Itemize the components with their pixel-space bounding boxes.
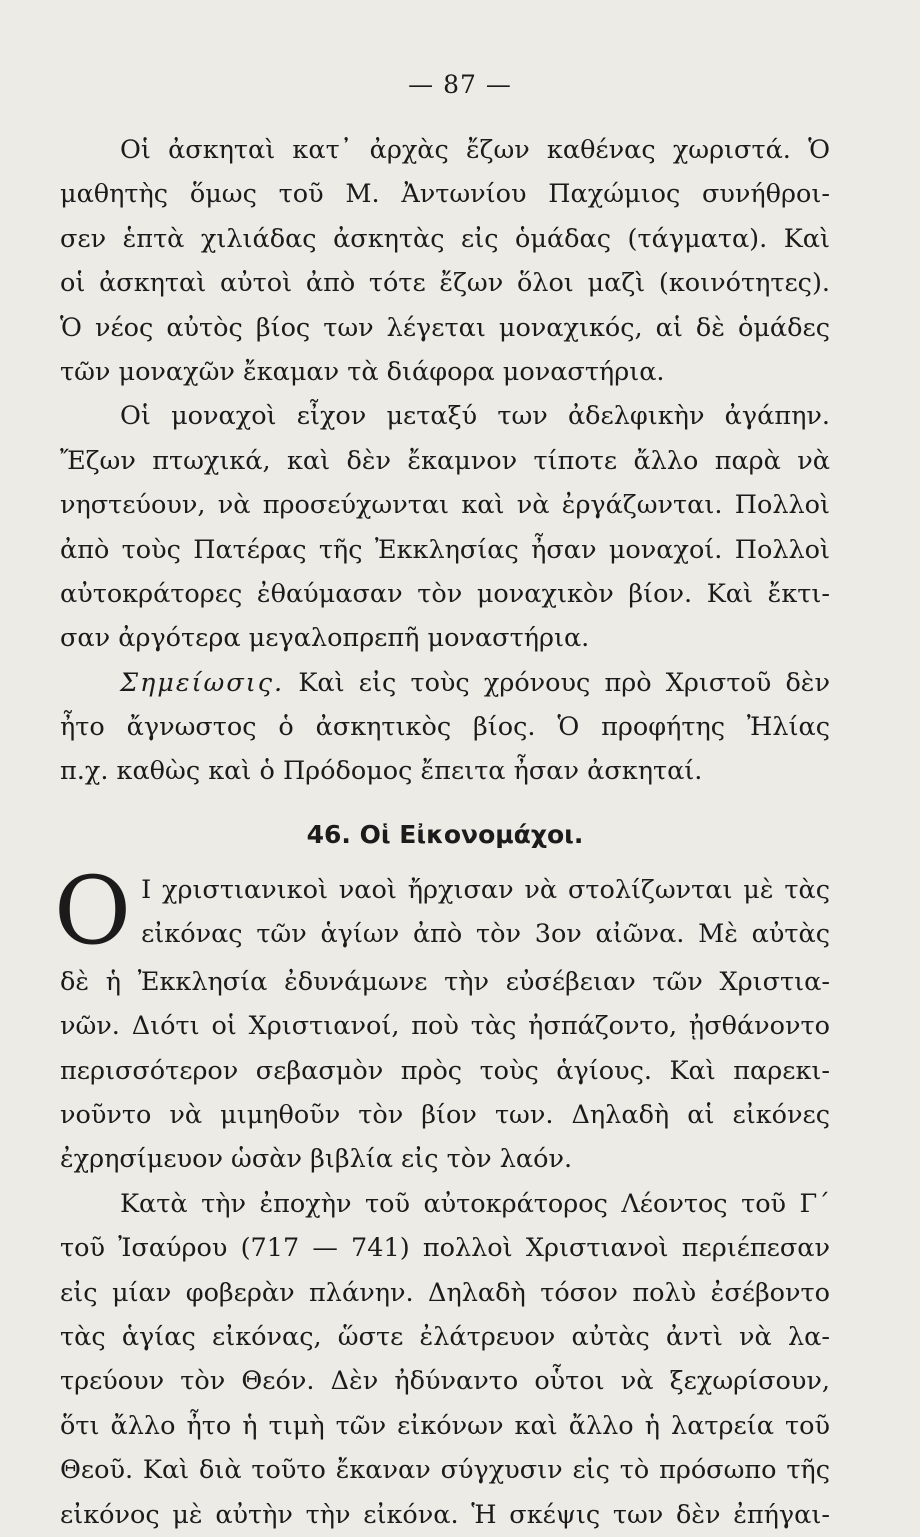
text-line: εἰκόνας τῶν ἁγίων ἀπὸ τὸν 3ον αἰῶνα. Μὲ αὐτὰς (141, 919, 830, 950)
note-first-line (60, 661, 830, 705)
text-line: τῶν μοναχῶν ἔκαμαν τὰ διάφορα μοναστήρια. (60, 356, 665, 387)
text-line: οἱ ἀσκηταὶ αὐτοὶ ἀπὸ τότε ἔζων ὅλοι μαζὶ (κοινότητες). (60, 268, 830, 299)
body-text (54, 128, 830, 1537)
text-line: ἦτο ἄγνωστος ὁ ἀσκητικὸς βίος. Ὁ προφήτης Ἠλίας (60, 712, 830, 743)
text-line: νηστεύουν, νὰ προσεύχωνται καὶ νὰ ἐργάζωνται. Πολλοὶ (60, 490, 830, 521)
text-line: ἀπὸ τοὺς Πατέρας τῆς Ἐκκλησίας ἦσαν μοναχοί. Πολλοὶ (60, 534, 830, 565)
text-line: π.χ. καθὼς καὶ ὁ Πρόδομος ἔπειτα ἦσαν ἀσκηταί. (60, 756, 703, 787)
text-line: σεν ἑπτὰ χιλιάδας ἀσκητὰς εἰς ὁμάδας (τάγματα). Καὶ (60, 223, 830, 254)
text-line: Κατὰ τὴν ἐποχὴν τοῦ αὐτοκράτορος Λέοντος τοῦ Γ´ (120, 1188, 830, 1219)
text-line: νοῦντο νὰ μιμηθοῦν τὸν βίον των. Δηλαδὴ αἱ εἰκόνες (60, 1100, 830, 1131)
text-line: μαθητὴς ὅμως τοῦ Μ. Ἀντωνίου Παχώμιος συνήθροι- (60, 179, 830, 210)
drop-cap: O (54, 856, 132, 966)
text-line: τὰς ἁγίας εἰκόνας, ὥστε ἐλάτρευον αὐτὰς ἀντὶ νὰ λα- (60, 1321, 830, 1352)
text-line: Θεοῦ. Καὶ διὰ τοῦτο ἔκαναν σύγχυσιν εἰς τὸ πρόσωπο τῆς (60, 1455, 830, 1486)
text-line: νῶν. Διότι οἱ Χριστιανοί, ποὺ τὰς ἠσπάζοντο, ᾐσθάνοντο (60, 1011, 830, 1042)
text-line: τρεύουν τὸν Θεόν. Δὲν ἠδύναντο οὗτοι νὰ ξεχωρίσουν, (60, 1366, 830, 1397)
text-line: Οἱ μοναχοὶ εἶχον μεταξύ των ἀδελφικὴν ἀγάπην. (120, 401, 830, 432)
note-label: Σημείωσις. (120, 667, 285, 698)
text-line: Ι χριστιανικοὶ ναοὶ ἤρχισαν νὰ στολίζωνται μὲ τὰς (141, 874, 830, 905)
text-line: εἰς μίαν φοβερὰν πλάνην. Δηλαδὴ τόσον πολὺ ἐσέβοντο (60, 1277, 830, 1308)
text-line: ὅτι ἄλλο ἦτο ἡ τιμὴ τῶν εἰκόνων καὶ ἄλλο ἡ λατρεία τοῦ (60, 1410, 830, 1441)
text-line: αὐτοκράτορες ἐθαύμασαν τὸν μοναχικὸν βίον. Καὶ ἔκτι- (60, 578, 830, 609)
text-line: σαν ἀργότερα μεγαλοπρεπῆ μοναστήρια. (60, 623, 590, 654)
text-line: δὲ ἡ Ἐκκλησία ἐδυνάμωνε τὴν εὐσέβειαν τῶν Χριστια- (60, 966, 830, 997)
text-line: περισσότερον σεβασμὸν πρὸς τοὺς ἁγίους. Καὶ παρεκι- (60, 1055, 830, 1086)
text-line: τοῦ Ἰσαύρου (717 — 741) πολλοὶ Χριστιανοὶ περιέπεσαν (60, 1233, 830, 1264)
dropcap-paragraph (54, 856, 830, 966)
text-line: Ἔζων πτωχικά, καὶ δὲν ἔκαμνον τίποτε ἄλλο παρὰ νὰ (60, 445, 830, 476)
note-text: Καὶ εἰς τοὺς χρόνους πρὸ Χριστοῦ δὲν (298, 667, 830, 698)
section-heading: 46. Οἱ Εἰκονομάχοι. (306, 819, 584, 849)
text-line: Οἱ ἀσκηταὶ κατ᾿ ἀρχὰς ἔζων καθένας χωριστά. Ὁ (120, 135, 830, 165)
text-line: Ὁ νέος αὐτὸς βίος των λέγεται μοναχικός, αἱ δὲ ὁμάδες (60, 312, 830, 343)
text-line: εἰκόνος μὲ αὐτὴν τὴν εἰκόνα. Ἡ σκέψις των δὲν ἐπήγαι- (60, 1499, 830, 1530)
text-line: ἐχρησίμευον ὡσὰν βιβλία εἰς τὸν λαόν. (60, 1144, 573, 1175)
page-number: — 87 — (408, 70, 512, 99)
